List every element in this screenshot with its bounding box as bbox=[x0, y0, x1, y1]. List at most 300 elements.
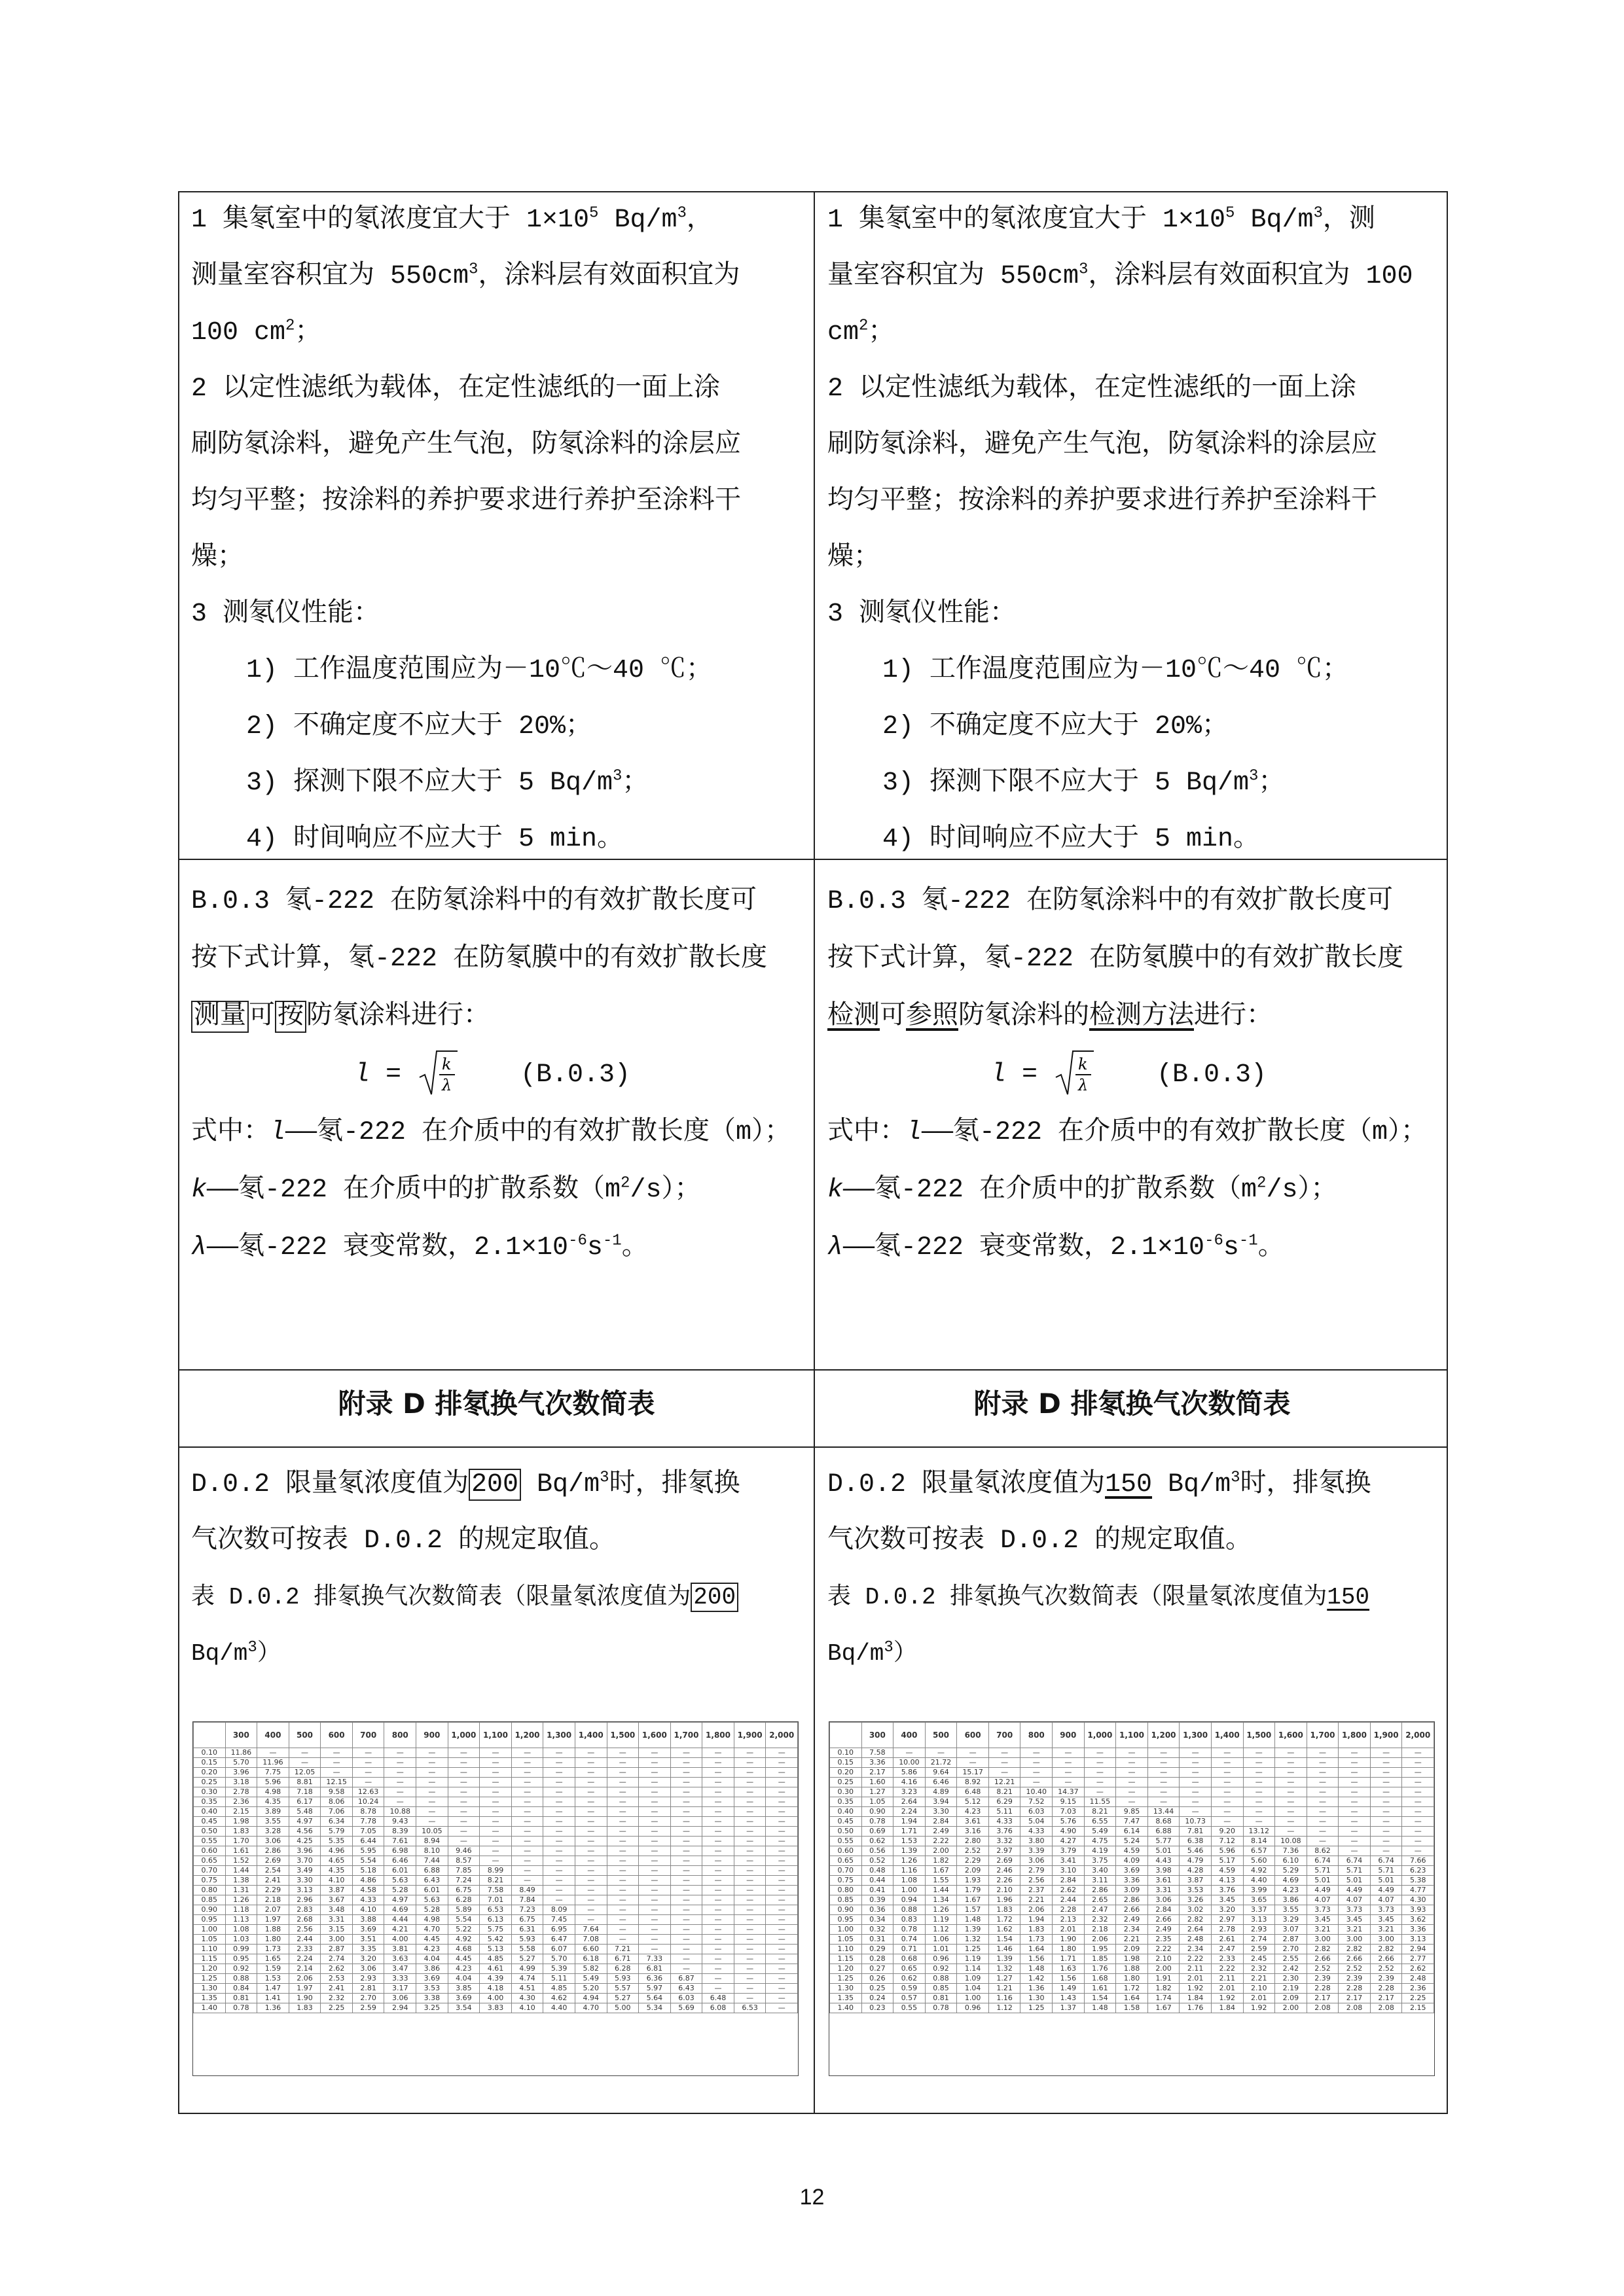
table-cell: — bbox=[702, 1974, 734, 1984]
table-row bbox=[194, 1787, 798, 1797]
table-cell: 6.74 bbox=[1370, 1856, 1402, 1866]
table-cell: 2.28 bbox=[1307, 1984, 1339, 1994]
table-cell: 1.83 bbox=[988, 1905, 1020, 1915]
table-header-cell: 400 bbox=[893, 1723, 926, 1748]
table-cell: 2.32 bbox=[1243, 1964, 1275, 1974]
table-cell: — bbox=[988, 1758, 1020, 1768]
table-cell: — bbox=[766, 1827, 798, 1837]
table-cell: — bbox=[289, 1758, 321, 1768]
table-cell: 3.13 bbox=[289, 1886, 321, 1895]
table-cell: 3.20 bbox=[352, 1954, 384, 1964]
table-cell: 1.88 bbox=[257, 1925, 289, 1935]
table-cell: 0.25 bbox=[830, 1778, 862, 1787]
table-cell: 3.48 bbox=[321, 1905, 353, 1915]
table-cell: 4.56 bbox=[289, 1827, 321, 1837]
table-cell: 5.46 bbox=[1180, 1846, 1212, 1856]
table-cell: 0.31 bbox=[861, 1935, 893, 1945]
table-cell: — bbox=[1275, 1817, 1307, 1827]
table-cell: 0.95 bbox=[225, 1954, 257, 1964]
table-cell: 3.17 bbox=[384, 1984, 416, 1994]
table-cell: 0.88 bbox=[925, 1974, 957, 1984]
table-cell: 2.19 bbox=[1275, 1984, 1307, 1994]
table-cell: 12.21 bbox=[988, 1778, 1020, 1787]
table-cell: 7.84 bbox=[511, 1895, 543, 1905]
table-cell: 1.53 bbox=[257, 1974, 289, 1984]
table-cell: 3.23 bbox=[893, 1787, 926, 1797]
table-cell: 1.39 bbox=[988, 1954, 1020, 1964]
table-cell: 1.95 bbox=[1084, 1945, 1116, 1954]
comparison-table bbox=[178, 191, 1448, 2114]
table-cell: 5.86 bbox=[893, 1768, 926, 1778]
table-cell: 2.29 bbox=[257, 1886, 289, 1895]
table-cell: 5.93 bbox=[511, 1935, 543, 1945]
table-cell: 6.13 bbox=[480, 1915, 512, 1925]
table-row bbox=[194, 1935, 798, 1945]
table-header-cell: 2,000 bbox=[1402, 1723, 1434, 1748]
table-cell: 1.41 bbox=[257, 1994, 289, 2003]
table-cell: 4.86 bbox=[352, 1876, 384, 1886]
table-cell: 7.05 bbox=[352, 1827, 384, 1837]
left-req1-line2: 测量室容积宜为 $550cm^3$，涂料层有效面积宜为 bbox=[191, 260, 740, 291]
table-cell: — bbox=[1243, 1758, 1275, 1768]
table-cell: — bbox=[766, 1787, 798, 1797]
table-cell: — bbox=[480, 1768, 512, 1778]
table-cell: — bbox=[734, 1876, 766, 1886]
table-cell: — bbox=[416, 1768, 448, 1778]
table-row bbox=[830, 1935, 1434, 1945]
table-cell: — bbox=[670, 1837, 702, 1846]
table-cell: 2.62 bbox=[1402, 1964, 1434, 1974]
table-cell: 2.15 bbox=[1402, 2003, 1434, 2013]
table-cell: 3.33 bbox=[384, 1974, 416, 1984]
table-cell: — bbox=[607, 1905, 639, 1915]
table-cell: 3.36 bbox=[861, 1758, 893, 1768]
table-header-cell: 2,000 bbox=[766, 1723, 798, 1748]
table-cell: 0.92 bbox=[225, 1964, 257, 1974]
table-cell: 0.40 bbox=[830, 1807, 862, 1817]
table-row bbox=[830, 1748, 1434, 1758]
right-req3-item3: 3) 探测下限不应大于 5 $Bq/m^3$； bbox=[882, 767, 1285, 798]
table-cell: 3.00 bbox=[1307, 1935, 1339, 1945]
table-cell: — bbox=[734, 1925, 766, 1935]
table-cell: 2.21 bbox=[1116, 1935, 1148, 1945]
table-cell: 1.39 bbox=[893, 1846, 926, 1856]
table-cell: — bbox=[670, 1886, 702, 1895]
table-cell: 4.40 bbox=[543, 2003, 575, 2013]
table-cell: 8.81 bbox=[289, 1778, 321, 1787]
table-cell: — bbox=[511, 1748, 543, 1758]
table-cell: — bbox=[1243, 1748, 1275, 1758]
table-cell: 7.58 bbox=[861, 1748, 893, 1758]
table-row bbox=[830, 1837, 1434, 1846]
table-cell: — bbox=[1370, 1768, 1402, 1778]
table-cell: 2.82 bbox=[1307, 1945, 1339, 1954]
table-cell: 2.49 bbox=[1147, 1925, 1180, 1935]
left-b03-line3: 测量 可 按 防氡涂料进行： bbox=[191, 988, 793, 1046]
table-cell: — bbox=[702, 1827, 734, 1837]
table-cell: 6.36 bbox=[639, 1974, 671, 1984]
table-cell: 1.82 bbox=[1147, 1984, 1180, 1994]
left-requirements-cell bbox=[191, 192, 793, 868]
left-b03-line2: 按下式计算，氡-222 在防氡膜中的有效扩散长度 bbox=[191, 944, 768, 974]
right-req3-item4: 4) 时间响应不应大于 5 min。 bbox=[882, 825, 1260, 854]
table-cell: 3.99 bbox=[1243, 1886, 1275, 1895]
table-cell: — bbox=[1402, 1787, 1434, 1797]
table-cell: 1.37 bbox=[1053, 2003, 1085, 2013]
table-cell: 2.62 bbox=[1053, 1886, 1085, 1895]
table-cell: 0.35 bbox=[194, 1797, 226, 1807]
table-cell: — bbox=[575, 1886, 607, 1895]
left-d02-line2: 气次数可按表 D.0.2 的规定取值。 bbox=[191, 1526, 616, 1556]
table-cell: 3.21 bbox=[1339, 1925, 1371, 1935]
table-cell: 2.29 bbox=[957, 1856, 989, 1866]
table-cell: — bbox=[1020, 1748, 1053, 1758]
table-cell: — bbox=[639, 1768, 671, 1778]
table-cell: 4.10 bbox=[511, 2003, 543, 2013]
table-cell: 1.39 bbox=[957, 1925, 989, 1935]
left-appendix-heading: 附录 D 排氡换气次数简表 bbox=[338, 1388, 655, 1420]
table-cell: — bbox=[1307, 1778, 1339, 1787]
table-cell: 6.43 bbox=[670, 1984, 702, 1994]
table-cell: — bbox=[607, 1925, 639, 1935]
right-table-caption: 表 D.0.2 排氡换气次数简表（限量氡浓度值为150 bbox=[827, 1584, 1370, 1611]
table-cell: — bbox=[734, 1935, 766, 1945]
table-cell: 0.78 bbox=[225, 2003, 257, 2013]
table-cell: 6.01 bbox=[384, 1866, 416, 1876]
table-cell: 4.89 bbox=[925, 1787, 957, 1797]
table-cell: 1.36 bbox=[1020, 1984, 1053, 1994]
left-ventilation-table bbox=[192, 1721, 799, 2076]
table-row bbox=[830, 1797, 1434, 1807]
table-cell: 4.65 bbox=[321, 1856, 353, 1866]
table-cell: 2.87 bbox=[321, 1945, 353, 1954]
table-cell: 5.79 bbox=[321, 1827, 353, 1837]
table-cell: — bbox=[1339, 1768, 1371, 1778]
table-cell: 5.70 bbox=[225, 1758, 257, 1768]
table-row bbox=[830, 1876, 1434, 1886]
table-cell: — bbox=[702, 1954, 734, 1964]
table-cell: — bbox=[607, 1846, 639, 1856]
table-cell: 1.97 bbox=[289, 1984, 321, 1994]
table-cell: 11.96 bbox=[257, 1758, 289, 1768]
table-cell: 1.83 bbox=[1020, 1925, 1053, 1935]
table-cell: 4.10 bbox=[321, 1876, 353, 1886]
table-cell: 0.32 bbox=[861, 1925, 893, 1935]
table-cell: 2.10 bbox=[1243, 1984, 1275, 1994]
table-row bbox=[194, 1797, 798, 1807]
table-cell: 2.42 bbox=[1275, 1964, 1307, 1974]
table-cell: 2.13 bbox=[1053, 1915, 1085, 1925]
table-cell: 3.53 bbox=[416, 1984, 448, 1994]
table-cell: 0.65 bbox=[830, 1856, 862, 1866]
table-cell: 1.25 bbox=[830, 1974, 862, 1984]
table-cell: 0.84 bbox=[225, 1984, 257, 1994]
table-cell: — bbox=[766, 1974, 798, 1984]
table-cell: 1.57 bbox=[957, 1905, 989, 1915]
table-cell: 5.54 bbox=[352, 1856, 384, 1866]
table-cell: — bbox=[766, 1748, 798, 1758]
table-cell: 7.18 bbox=[289, 1787, 321, 1797]
table-cell: 4.07 bbox=[1339, 1895, 1371, 1905]
table-cell: — bbox=[670, 1787, 702, 1797]
table-cell: 1.80 bbox=[1053, 1945, 1085, 1954]
table-cell: 0.68 bbox=[893, 1954, 926, 1964]
table-cell: — bbox=[1339, 1846, 1371, 1856]
table-cell: — bbox=[988, 1768, 1020, 1778]
table-cell: — bbox=[1370, 1846, 1402, 1856]
table-cell: 4.59 bbox=[1116, 1846, 1148, 1856]
table-cell: 1.53 bbox=[893, 1837, 926, 1846]
table-cell: — bbox=[639, 1748, 671, 1758]
table-cell: 2.36 bbox=[1402, 1984, 1434, 1994]
table-cell: 3.21 bbox=[1307, 1925, 1339, 1935]
table-row bbox=[194, 1837, 798, 1846]
table-cell: — bbox=[1275, 1787, 1307, 1797]
table-cell: 0.20 bbox=[830, 1768, 862, 1778]
table-cell: 5.01 bbox=[1307, 1876, 1339, 1886]
table-cell: — bbox=[480, 1778, 512, 1787]
table-row bbox=[830, 1807, 1434, 1817]
table-cell: 1.47 bbox=[257, 1984, 289, 1994]
table-cell: — bbox=[957, 1758, 989, 1768]
table-cell: 5.96 bbox=[257, 1778, 289, 1787]
table-cell: 6.55 bbox=[1084, 1817, 1116, 1827]
table-cell: — bbox=[1020, 1758, 1053, 1768]
table-cell: 2.82 bbox=[1370, 1945, 1402, 1954]
table-cell: 1.68 bbox=[1084, 1974, 1116, 1984]
table-cell: 1.54 bbox=[988, 1935, 1020, 1945]
right-d02-line1: D.0.2 限量氡浓度值为150 $Bq/m^3$时，排氡换 bbox=[827, 1469, 1371, 1499]
table-cell: 2.34 bbox=[1116, 1925, 1148, 1935]
table-cell: 1.60 bbox=[861, 1778, 893, 1787]
table-cell: — bbox=[384, 1778, 416, 1787]
table-cell: 1.06 bbox=[925, 1935, 957, 1945]
table-cell: 3.61 bbox=[1147, 1876, 1180, 1886]
table-cell: — bbox=[257, 1748, 289, 1758]
table-cell: — bbox=[607, 1935, 639, 1945]
table-cell: 3.83 bbox=[480, 2003, 512, 2013]
right-d02-line2: 气次数可按表 D.0.2 的规定取值。 bbox=[827, 1526, 1252, 1556]
table-cell: 1.85 bbox=[1084, 1954, 1116, 1964]
table-cell: 3.88 bbox=[352, 1915, 384, 1925]
table-cell: 3.00 bbox=[1339, 1935, 1371, 1945]
table-cell: — bbox=[543, 1758, 575, 1768]
table-cell: — bbox=[1180, 1768, 1212, 1778]
table-cell: 0.10 bbox=[194, 1748, 226, 1758]
table-cell: 1.14 bbox=[957, 1964, 989, 1974]
table-cell: 7.36 bbox=[1275, 1846, 1307, 1856]
right-b03-line1: B.0.3 氡-222 在防氡涂料中的有效扩散长度可 bbox=[827, 887, 1394, 916]
table-cell: — bbox=[1275, 1768, 1307, 1778]
table-cell: 3.11 bbox=[1084, 1876, 1116, 1886]
table-cell: 5.01 bbox=[1339, 1876, 1371, 1886]
table-cell: 4.28 bbox=[1180, 1866, 1212, 1876]
table-row bbox=[194, 1827, 798, 1837]
table-cell: 13.44 bbox=[1147, 1807, 1180, 1817]
table-row bbox=[194, 1945, 798, 1954]
table-cell: 10.24 bbox=[352, 1797, 384, 1807]
table-cell: — bbox=[734, 1768, 766, 1778]
svg-text:k: k bbox=[441, 1055, 452, 1073]
table-cell: 1.27 bbox=[988, 1974, 1020, 1984]
table-cell: 8.10 bbox=[416, 1846, 448, 1856]
table-cell: 0.45 bbox=[830, 1817, 862, 1827]
table-cell: 3.67 bbox=[321, 1895, 353, 1905]
table-cell: 2.08 bbox=[1339, 2003, 1371, 2013]
table-cell: 4.07 bbox=[1307, 1895, 1339, 1905]
table-cell: 2.06 bbox=[1020, 1905, 1053, 1915]
table-cell: 0.62 bbox=[861, 1837, 893, 1846]
table-cell: 1.30 bbox=[194, 1984, 226, 1994]
table-cell: — bbox=[352, 1768, 384, 1778]
table-cell: 2.22 bbox=[1211, 1964, 1243, 1974]
table-cell: 0.40 bbox=[194, 1807, 226, 1817]
table-cell: — bbox=[607, 1807, 639, 1817]
table-cell: — bbox=[734, 1895, 766, 1905]
table-cell: — bbox=[543, 1778, 575, 1787]
table-cell: 2.61 bbox=[1211, 1935, 1243, 1945]
table-cell: 8.62 bbox=[1307, 1846, 1339, 1856]
right-mini-table-grid bbox=[829, 1722, 1434, 2013]
left-d02-line1: D.0.2 限量氡浓度值为 200 $Bq/m^3$时，排氡换 bbox=[191, 1469, 740, 1499]
table-cell: 6.43 bbox=[416, 1876, 448, 1886]
table-cell: 2.26 bbox=[988, 1876, 1020, 1886]
table-cell: — bbox=[1180, 1758, 1212, 1768]
table-cell: — bbox=[734, 1797, 766, 1807]
table-cell: 3.55 bbox=[257, 1817, 289, 1827]
table-header-cell: 1,500 bbox=[607, 1723, 639, 1748]
table-cell: 4.39 bbox=[480, 1974, 512, 1984]
table-cell: 3.18 bbox=[225, 1778, 257, 1787]
table-cell: 3.36 bbox=[1402, 1925, 1434, 1935]
table-cell: 2.56 bbox=[289, 1925, 321, 1935]
table-cell: — bbox=[639, 1925, 671, 1935]
table-cell: — bbox=[734, 1748, 766, 1758]
table-cell: — bbox=[448, 1807, 480, 1817]
table-cell: — bbox=[766, 1876, 798, 1886]
table-cell: 0.62 bbox=[893, 1974, 926, 1984]
left-where-k: k——氡-222 在介质中的扩散系数$(m^2/s)$； bbox=[191, 1174, 701, 1205]
table-cell: 2.64 bbox=[893, 1797, 926, 1807]
table-cell: 4.85 bbox=[543, 1984, 575, 1994]
table-cell: — bbox=[639, 1935, 671, 1945]
row-divider-2 bbox=[179, 1369, 1447, 1371]
table-cell: — bbox=[448, 1748, 480, 1758]
table-row bbox=[194, 1984, 798, 1994]
table-cell: — bbox=[448, 1817, 480, 1827]
sqrt-symbol bbox=[1053, 1046, 1095, 1102]
table-cell: — bbox=[670, 1876, 702, 1886]
table-cell: 1.92 bbox=[1211, 1994, 1243, 2003]
table-cell: — bbox=[766, 1886, 798, 1895]
table-cell: 1.74 bbox=[1147, 1994, 1180, 2003]
table-cell: 3.45 bbox=[1307, 1915, 1339, 1925]
table-cell: — bbox=[416, 1778, 448, 1787]
table-cell: 7.66 bbox=[1402, 1856, 1434, 1866]
table-cell: 1.64 bbox=[1020, 1945, 1053, 1954]
table-cell: 6.01 bbox=[416, 1886, 448, 1895]
table-cell: 1.90 bbox=[289, 1994, 321, 2003]
table-cell: 4.70 bbox=[575, 2003, 607, 2013]
table-cell: 1.63 bbox=[1053, 1964, 1085, 1974]
table-cell: 2.00 bbox=[1275, 2003, 1307, 2013]
table-cell: — bbox=[702, 1778, 734, 1787]
table-cell: 0.60 bbox=[194, 1846, 226, 1856]
table-cell: 15.17 bbox=[957, 1768, 989, 1778]
table-row bbox=[194, 1994, 798, 2003]
table-cell: 2.93 bbox=[1243, 1925, 1275, 1935]
left-table-caption-unit: $Bq/m^3$） bbox=[191, 1639, 281, 1667]
table-cell: 2.86 bbox=[257, 1846, 289, 1856]
table-cell: 3.45 bbox=[1339, 1915, 1371, 1925]
table-cell: 3.26 bbox=[1180, 1895, 1212, 1905]
table-cell: 3.37 bbox=[1243, 1905, 1275, 1915]
table-cell: 3.49 bbox=[289, 1866, 321, 1876]
right-b03-cell bbox=[827, 873, 1430, 1277]
table-cell: — bbox=[607, 1827, 639, 1837]
table-cell: 2.41 bbox=[321, 1984, 353, 1994]
table-cell: 6.10 bbox=[1275, 1856, 1307, 1866]
table-cell: 0.88 bbox=[893, 1905, 926, 1915]
table-header-cell: 1,000 bbox=[448, 1723, 480, 1748]
table-cell: 0.90 bbox=[861, 1807, 893, 1817]
left-mini-table-grid bbox=[193, 1722, 798, 2013]
table-row bbox=[194, 1758, 798, 1768]
table-cell: — bbox=[480, 1797, 512, 1807]
table-cell: — bbox=[448, 1758, 480, 1768]
table-cell: 7.52 bbox=[1020, 1797, 1053, 1807]
table-cell: 3.38 bbox=[416, 1994, 448, 2003]
table-cell: 3.76 bbox=[1211, 1886, 1243, 1895]
right-requirements-cell bbox=[827, 192, 1430, 868]
table-cell: 0.10 bbox=[830, 1748, 862, 1758]
table-cell: 1.42 bbox=[1020, 1974, 1053, 1984]
table-cell: 2.17 bbox=[1370, 1994, 1402, 2003]
table-cell: 5.38 bbox=[1402, 1876, 1434, 1886]
table-cell: — bbox=[575, 1817, 607, 1827]
right-where-k: k——氡-222 在介质中的扩散系数$(m^2/s)$； bbox=[827, 1174, 1337, 1205]
table-cell: — bbox=[734, 1915, 766, 1925]
table-cell: — bbox=[639, 1866, 671, 1876]
table-cell: — bbox=[1243, 1807, 1275, 1817]
table-cell: 0.35 bbox=[830, 1797, 862, 1807]
table-cell: 2.25 bbox=[1402, 1994, 1434, 2003]
table-cell: — bbox=[1402, 1797, 1434, 1807]
table-cell: 2.49 bbox=[925, 1827, 957, 1837]
right-where-l: 式中：l——氡-222 在介质中的有效扩散长度（m）； bbox=[827, 1117, 1428, 1147]
table-cell: 6.57 bbox=[1243, 1846, 1275, 1856]
table-cell: — bbox=[702, 1787, 734, 1797]
table-cell: 0.56 bbox=[861, 1846, 893, 1856]
table-cell: — bbox=[1211, 1817, 1243, 1827]
table-cell: 4.33 bbox=[1020, 1827, 1053, 1837]
right-underlined-2: 参照 bbox=[906, 1002, 958, 1031]
table-cell: 8.68 bbox=[1147, 1817, 1180, 1827]
table-cell: — bbox=[766, 1915, 798, 1925]
table-cell: — bbox=[1307, 1758, 1339, 1768]
table-cell: 4.35 bbox=[321, 1866, 353, 1876]
table-cell: 4.90 bbox=[1053, 1827, 1085, 1837]
table-cell: 14.37 bbox=[1053, 1787, 1085, 1797]
table-cell: — bbox=[511, 1807, 543, 1817]
table-cell: — bbox=[1275, 1758, 1307, 1768]
table-cell: 3.31 bbox=[1147, 1886, 1180, 1895]
table-cell: 2.39 bbox=[1307, 1974, 1339, 1984]
row-divider-3 bbox=[179, 1446, 1447, 1448]
table-cell: 0.34 bbox=[861, 1915, 893, 1925]
table-cell: 2.66 bbox=[1307, 1954, 1339, 1964]
table-cell: 0.55 bbox=[194, 1837, 226, 1846]
